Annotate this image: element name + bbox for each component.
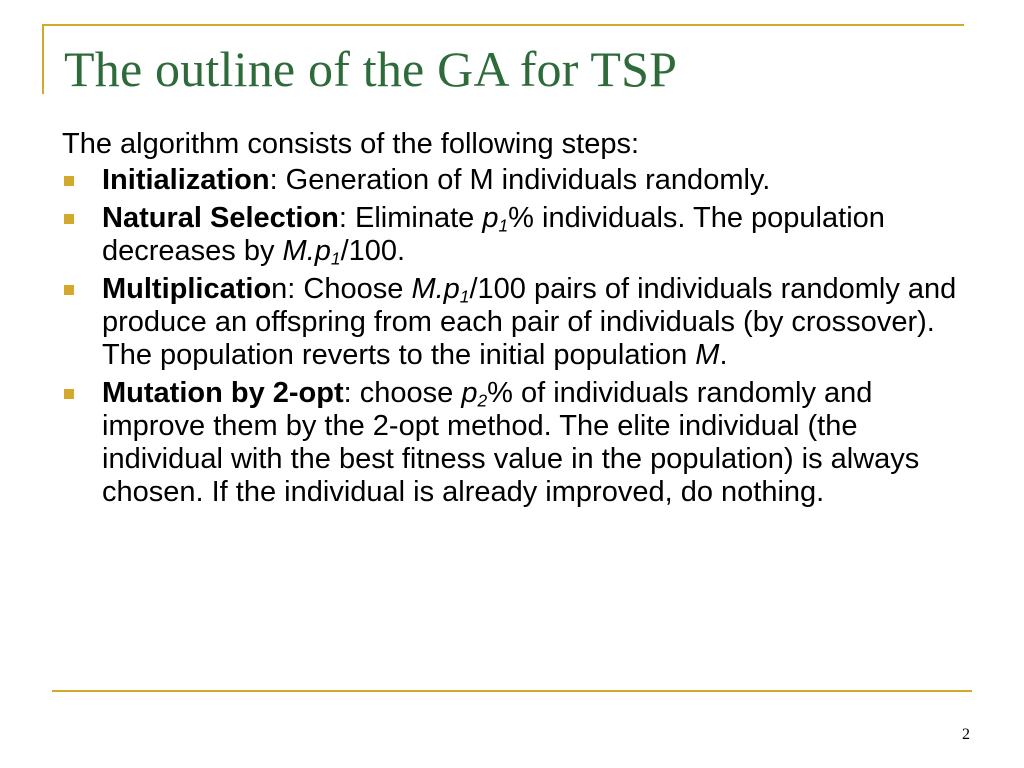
square-bullet-icon [64,214,74,224]
step-text: % individuals. The population decreases by [102,202,885,267]
square-bullet-icon [64,389,74,399]
subscript-1: 1 [459,286,470,307]
step-label: Initialization [102,164,270,196]
variable-M: M [695,339,720,371]
subscript-2: 2 [477,390,488,411]
variable-M-p1: M.p [282,235,331,267]
frame-bottom-line [52,690,972,692]
steps-list [62,164,982,509]
step-text: : Generation of M individuals randomly. [269,164,771,196]
step-text: . [719,339,728,371]
page-number: 2 [962,726,970,743]
step-label: Natural Selection [102,202,339,234]
step-text: : choose [343,377,462,409]
step-text: /100 pairs of individuals randomly and produce an offspring from each pair of individuals (by crossover). The population reverts to the initial population [102,273,957,371]
intro-text: The algorithm consists of the following steps: [62,128,640,160]
variable-p2: p [461,377,478,409]
step-multiplication [62,273,982,372]
frame-left-line [42,24,44,94]
step-label: Mutation by 2-opt [102,377,344,409]
step-text: % of individuals randomly and improve them by the 2-opt method. The elite individual (the individual with the best fitness value in the population) is always chosen. If the individual is already improved, do nothing. [102,377,920,508]
subscript-1: 1 [330,248,341,269]
square-bullet-icon [64,285,74,295]
variable-M-p1: M.p [411,273,460,305]
step-text: n: Choose [271,273,412,305]
step-initialization [62,164,982,197]
frame-top-line [42,24,964,26]
step-text: : Eliminate [338,202,483,234]
subscript-1: 1 [498,215,509,236]
variable-p1: p [482,202,499,234]
square-bullet-icon [64,176,74,186]
step-mutation-2opt [62,377,982,509]
slide-title: The outline of the GA for TSP [64,41,678,97]
step-label: Multiplicatio [102,273,272,305]
slide-body [62,128,982,514]
step-natural-selection [62,202,982,268]
step-text: /100. [340,235,406,267]
